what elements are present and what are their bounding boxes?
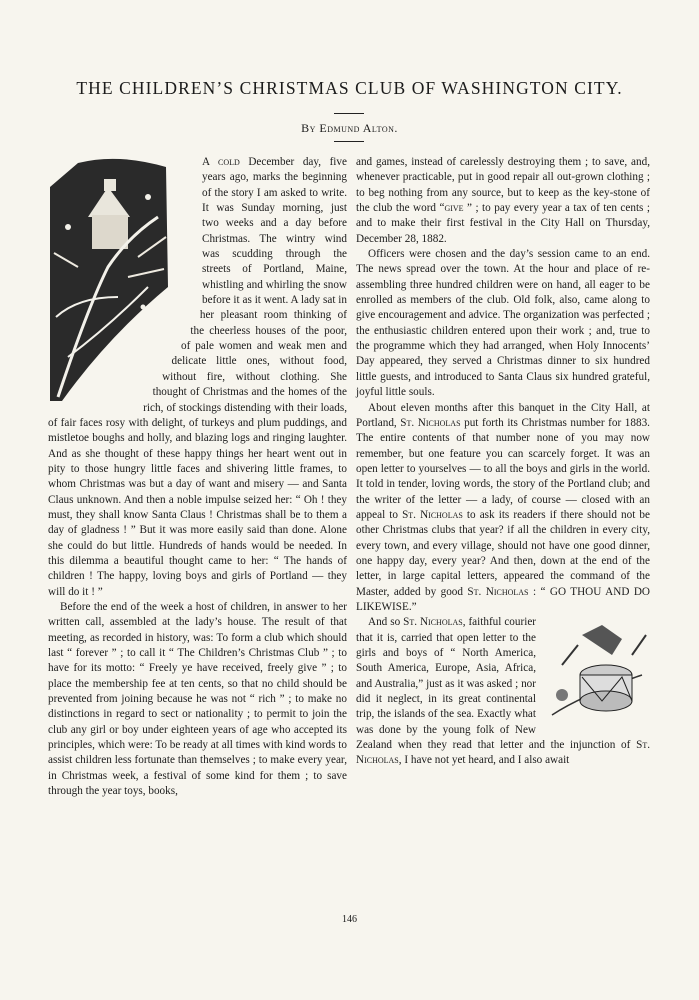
give-word: give	[444, 202, 464, 215]
paragraph	[356, 401, 650, 616]
st-nicholas-name: St. Nicholas	[403, 616, 463, 629]
paragraph: Before the end of the week a host of children, in answer to her written call, assembled at the lady’s house. The result of that meeting, as recorded in history, was: To form a club which should last “ forever ” ; to call it “ The Children’s Christmas Club ” ; to have for its motto: “ Freely ye have received, freely give ” ; to place the membership fee at ten cents, so that no child should be prevented from joining because he was not “ rich ” ; to make no distinctions in regard to sect or nationality ; to permit to join the club any girl or boy under eighteen years of age who accepted its principles, which were: To be ready at all times with kind words to assist children less fortunate than themselves ; to make every year, in Christmas week, a festival of some kind for them ; to save through the year toys, books,	[48, 600, 347, 798]
page-number: 146	[342, 914, 357, 925]
paragraph	[356, 155, 650, 247]
paragraph: Officers were chosen and the day’s session came to an end. The news spread over the town. At the hour and place of re-assembling three hundred children were on hand, all eager to be enrolled as members of the club. Old folk, also, came along to give encouragement and advice. The organization was perfected ; the enthusiastic children entered upon their work ; and, true to the programme which they had arranged, when Holy Innocents’ Day appeared, they served a Christmas dinner to six hundred little guests, and introduced to Santa Claus six hundred grateful, joyful little souls.	[356, 248, 650, 399]
paragraph-text: , faithful courier that it is, carried that open letter to the girls and boys of “ North America, South America, Europe, Asia, Africa, and Australia,” just as it was asked ; nor did it neglect, in its great continental trip, the islands of the sea. Exactly what was done by the young folk of New Zealand when they read that letter and the injunction of	[356, 616, 637, 752]
st-nicholas-name: St. Nicholas	[400, 416, 461, 429]
right-column	[356, 155, 650, 769]
drop-lead: A cold	[202, 156, 240, 168]
byline: By Edmund Alton.	[301, 121, 398, 135]
st-nicholas-name: St. Nicholas	[467, 585, 529, 598]
paragraph-text: About eleven months after this banquet in the City Hall, at Portland,	[356, 401, 650, 429]
left-column	[48, 155, 347, 799]
byline-rule	[334, 141, 364, 142]
article-title: THE CHILDREN’S CHRISTMAS CLUB OF WASHINGTON CITY.	[76, 78, 623, 98]
paragraph-text: And so	[368, 616, 404, 629]
toys-drum-illustration	[542, 615, 650, 725]
paragraph-text: put forth its Christmas number for 1883. The entire contents of that number none of you may now remember, but one feature you can scarcely forget. It was an open letter to yourselves — to all the boys and girls in the world. It told in tender, loving words, the story of the Portland club; and the writer of the letter — a lady, of course — closed with an appeal to	[356, 416, 650, 521]
paragraph-text: and games, instead of carelessly destroying them ; to save, and, whenever practicable, put in good repair all out-grown clothing ; to beg nothing from any source, but to keep as the key-stone of the club the word “	[356, 156, 650, 215]
paragraph-text: December day, five years ago, marks the beginning of the story I am asked to write. It was Sunday morning, just two weeks and a day before Christmas. The wintry wind was scudding through the streets of Portland, Maine, whistling and whirling the snow before it as it went. A lady sat in her pleasant room thinking of the cheerless houses of the poor, of pale women and weak men and delicate little ones, without food, without fire, without clothing. She thought of Christmas and the homes of the rich, of stockings distending with their loads, of fair faces rosy with delight, of turkeys and plum puddings, and mistletoe boughs and holly, and blazing logs and ringing laughter. And as she thought of these happy things her heart went out in pity to those hungry little faces and shivering little frames, to whom Christmas was but a day of want and misery — and Santa Claus unknown. And then a noble impulse seized her: “ Oh ! they must, they shall know Santa Claus ! Christmas shall be to them a day of gladness ! ” But it was more easily said than done. Alone she could do but little. Hundreds of hands would be needed. In this dilemma a beautiful thought came to her: “ The hands of children ! The happy, loving boys and girls of Portland — they will do it ! ”	[48, 156, 347, 598]
paragraph	[356, 615, 650, 768]
title-rule	[334, 113, 364, 114]
paragraph-text: ” ; to pay every year a tax of ten cents ; and to make their first festival in the City Hall on Thursday, December 28, 1882.	[356, 202, 650, 245]
paragraph-text: : “ GO THOU AND DO LIKEWISE.”	[356, 585, 650, 613]
st-nicholas-name: St. Nicholas	[356, 739, 650, 767]
st-nicholas-name: St. Nicholas	[402, 508, 463, 521]
paragraph-text: to ask its readers if there should not be other Christmas clubs that year? if all the children in every city, every town, and every village, should not have one good dinner, one happy day, every year? And then, down at the end of the letter, in large capital letters, appeared the command of the Master, added by good	[356, 508, 650, 598]
paragraph-text: , I have not yet heard, and I also await	[398, 754, 570, 767]
